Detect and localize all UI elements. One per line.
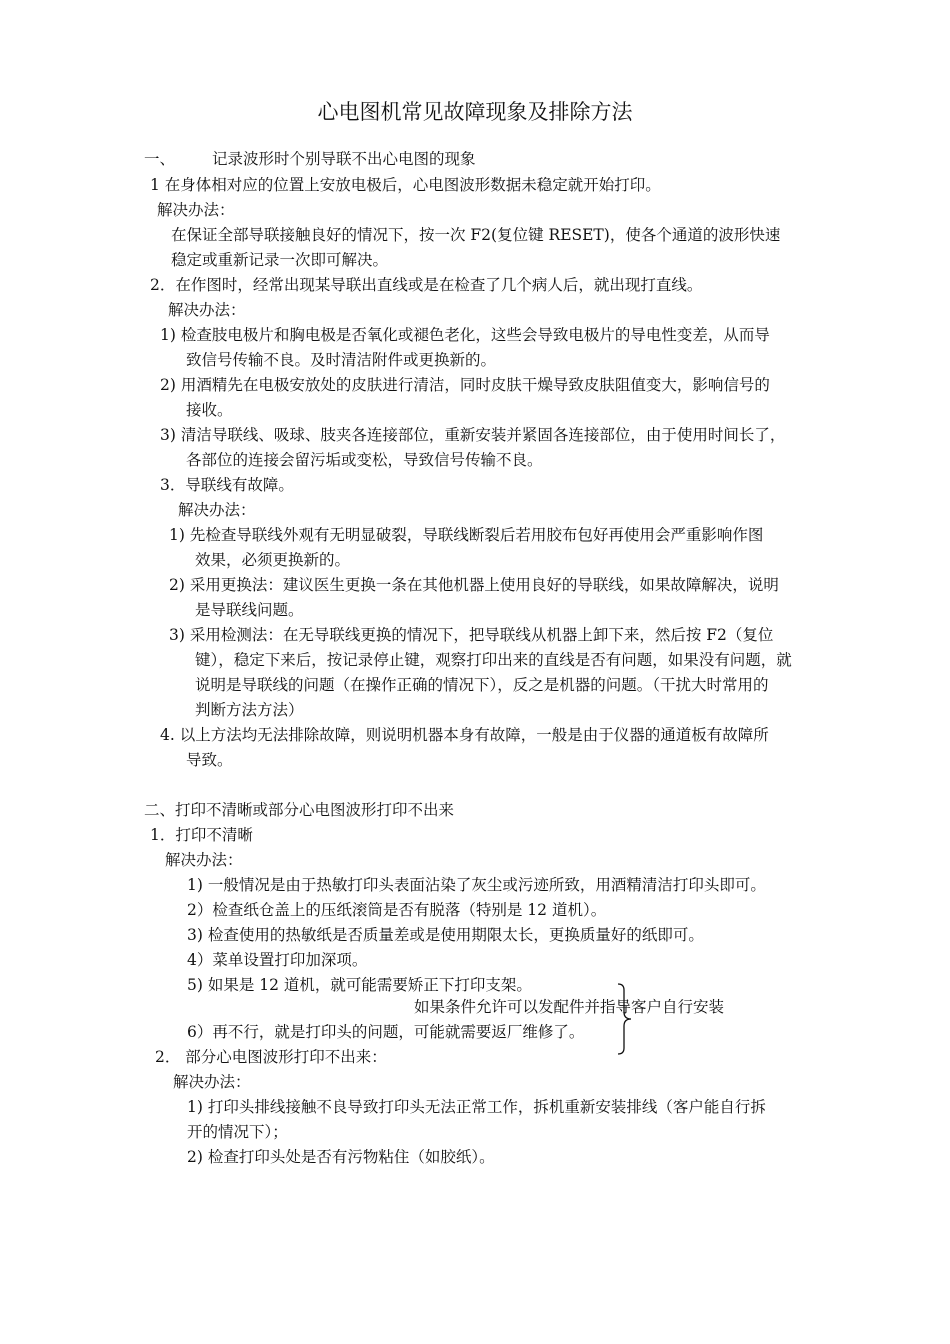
section2-heading: 二、打印不清晰或部分心电图波形打印不出来 (144, 801, 455, 819)
s1-item3-text: 3．导联线有故障。 (160, 476, 294, 494)
s1-item2-solution-label: 解决办法： (168, 301, 246, 319)
s1-item2-step1-cont: 致信号传输不良。及时清洁附件或更换新的。 (186, 351, 497, 369)
s1-item2-step3: 3) 清洁导联线、吸球、肢夹各连接部位，重新安装并紧固各连接部位，由于使用时间长了， (160, 426, 786, 444)
s1-item2-text: 2．在作图时，经常出现某导联出直线或是在检查了几个病人后，就出现打直线。 (150, 276, 703, 294)
s1-item2-step3-cont: 各部位的连接会留污垢或变松，导致信号传输不良。 (186, 451, 543, 469)
s2-item1-solution-label: 解决办法： (165, 851, 243, 869)
s1-item3-step3-cont: 判断方法方法） (195, 701, 304, 719)
s1-item3-step1: 1) 先检查导联线外观有无明显破裂，导联线断裂后若用胶布包好再使用会严重影响作图 (169, 526, 764, 544)
s1-item2-step2-cont: 接收。 (186, 401, 233, 419)
s1-item1-solution-label: 解决办法： (157, 201, 235, 219)
s1-item3-step3-cont: 说明是导联线的问题（在操作正确的情况下），反之是机器的问题。（干扰大时常用的 (195, 676, 769, 694)
s2-item2-text: 2． 部分心电图波形打印不出来： (155, 1048, 387, 1066)
s2-item1-step6: 6）再不行，就是打印头的问题，可能就需要返厂维修了。 (187, 1023, 585, 1041)
section1-heading-number: 一、 (144, 150, 176, 168)
brace-note: 如果条件允许可以发配件并指导客户自行安装 (414, 998, 725, 1016)
s2-item1-step3: 3) 检查使用的热敏纸是否质量差或是使用期限太长，更换质量好的纸即可。 (187, 926, 704, 944)
s1-item3-solution-label: 解决办法： (178, 501, 256, 519)
s2-item2-step2: 2) 检查打印头处是否有污物粘住（如胶纸）。 (187, 1148, 495, 1166)
s2-item2-step1-cont: 开的情况下）； (187, 1123, 288, 1141)
s2-item2-solution-label: 解决办法： (173, 1073, 251, 1091)
s1-item3-step1-cont: 效果，必须更换新的。 (195, 551, 351, 569)
s1-item4-text-cont: 导致。 (186, 751, 233, 769)
s2-item1-step1: 1) 一般情况是由于热敏打印头表面沾染了灰尘或污迹所致，用酒精清洁打印头即可。 (187, 876, 766, 894)
s2-item1-step2: 2）检查纸仓盖上的压纸滚筒是否有脱落（特别是 12 道机）。 (187, 901, 607, 919)
s1-item2-step1: 1) 检查肢电极片和胸电极是否氧化或褪色老化，这些会导致电极片的导电性变差，从而导 (160, 326, 770, 344)
s1-item2-step2: 2) 用酒精先在电极安放处的皮肤进行清洁，同时皮肤干燥导致皮肤阻值变大，影响信号的 (160, 376, 770, 394)
s2-item2-step1: 1) 打印头排线接触不良导致打印头无法正常工作，拆机重新安装排线（客户能自行拆 (187, 1098, 766, 1116)
s2-item1-text: 1．打印不清晰 (150, 826, 253, 844)
s1-item3-step3-cont: 键），稳定下来后，按记录停止键，观察打印出来的直线是否有问题，如果没有问题，就 (195, 651, 792, 669)
s2-item1-step4: 4）菜单设置打印加深项。 (187, 951, 368, 969)
s1-item1-solution-line: 稳定或重新记录一次即可解决。 (171, 251, 389, 269)
s1-item3-step2-cont: 是导联线问题。 (195, 601, 304, 619)
document-title: 心电图机常见故障现象及排除方法 (317, 100, 633, 124)
curly-brace-icon (614, 982, 636, 1056)
s1-item3-step2: 2) 采用更换法：建议医生更换一条在其他机器上使用良好的导联线，如果故障解决，说明 (169, 576, 779, 594)
s2-item1-step5: 5) 如果是 12 道机，就可能需要矫正下打印支架。 (187, 976, 532, 994)
s1-item3-step3: 3) 采用检测法：在无导联线更换的情况下，把导联线从机器上卸下来，然后按 F2（复位 (169, 626, 774, 644)
section1-heading: 记录波形时个别导联不出心电图的现象 (212, 150, 476, 168)
s1-item4-text: 4. 以上方法均无法排除故障，则说明机器本身有故障，一般是由于仪器的通道板有故障所 (160, 726, 769, 744)
s1-item1-text: 1 在身体相对应的位置上安放电极后，心电图波形数据未稳定就开始打印。 (150, 176, 661, 194)
s1-item1-solution-line: 在保证全部导联接触良好的情况下，按一次 F2(复位键 RESET)，使各个通道的波形快速 (171, 226, 781, 244)
